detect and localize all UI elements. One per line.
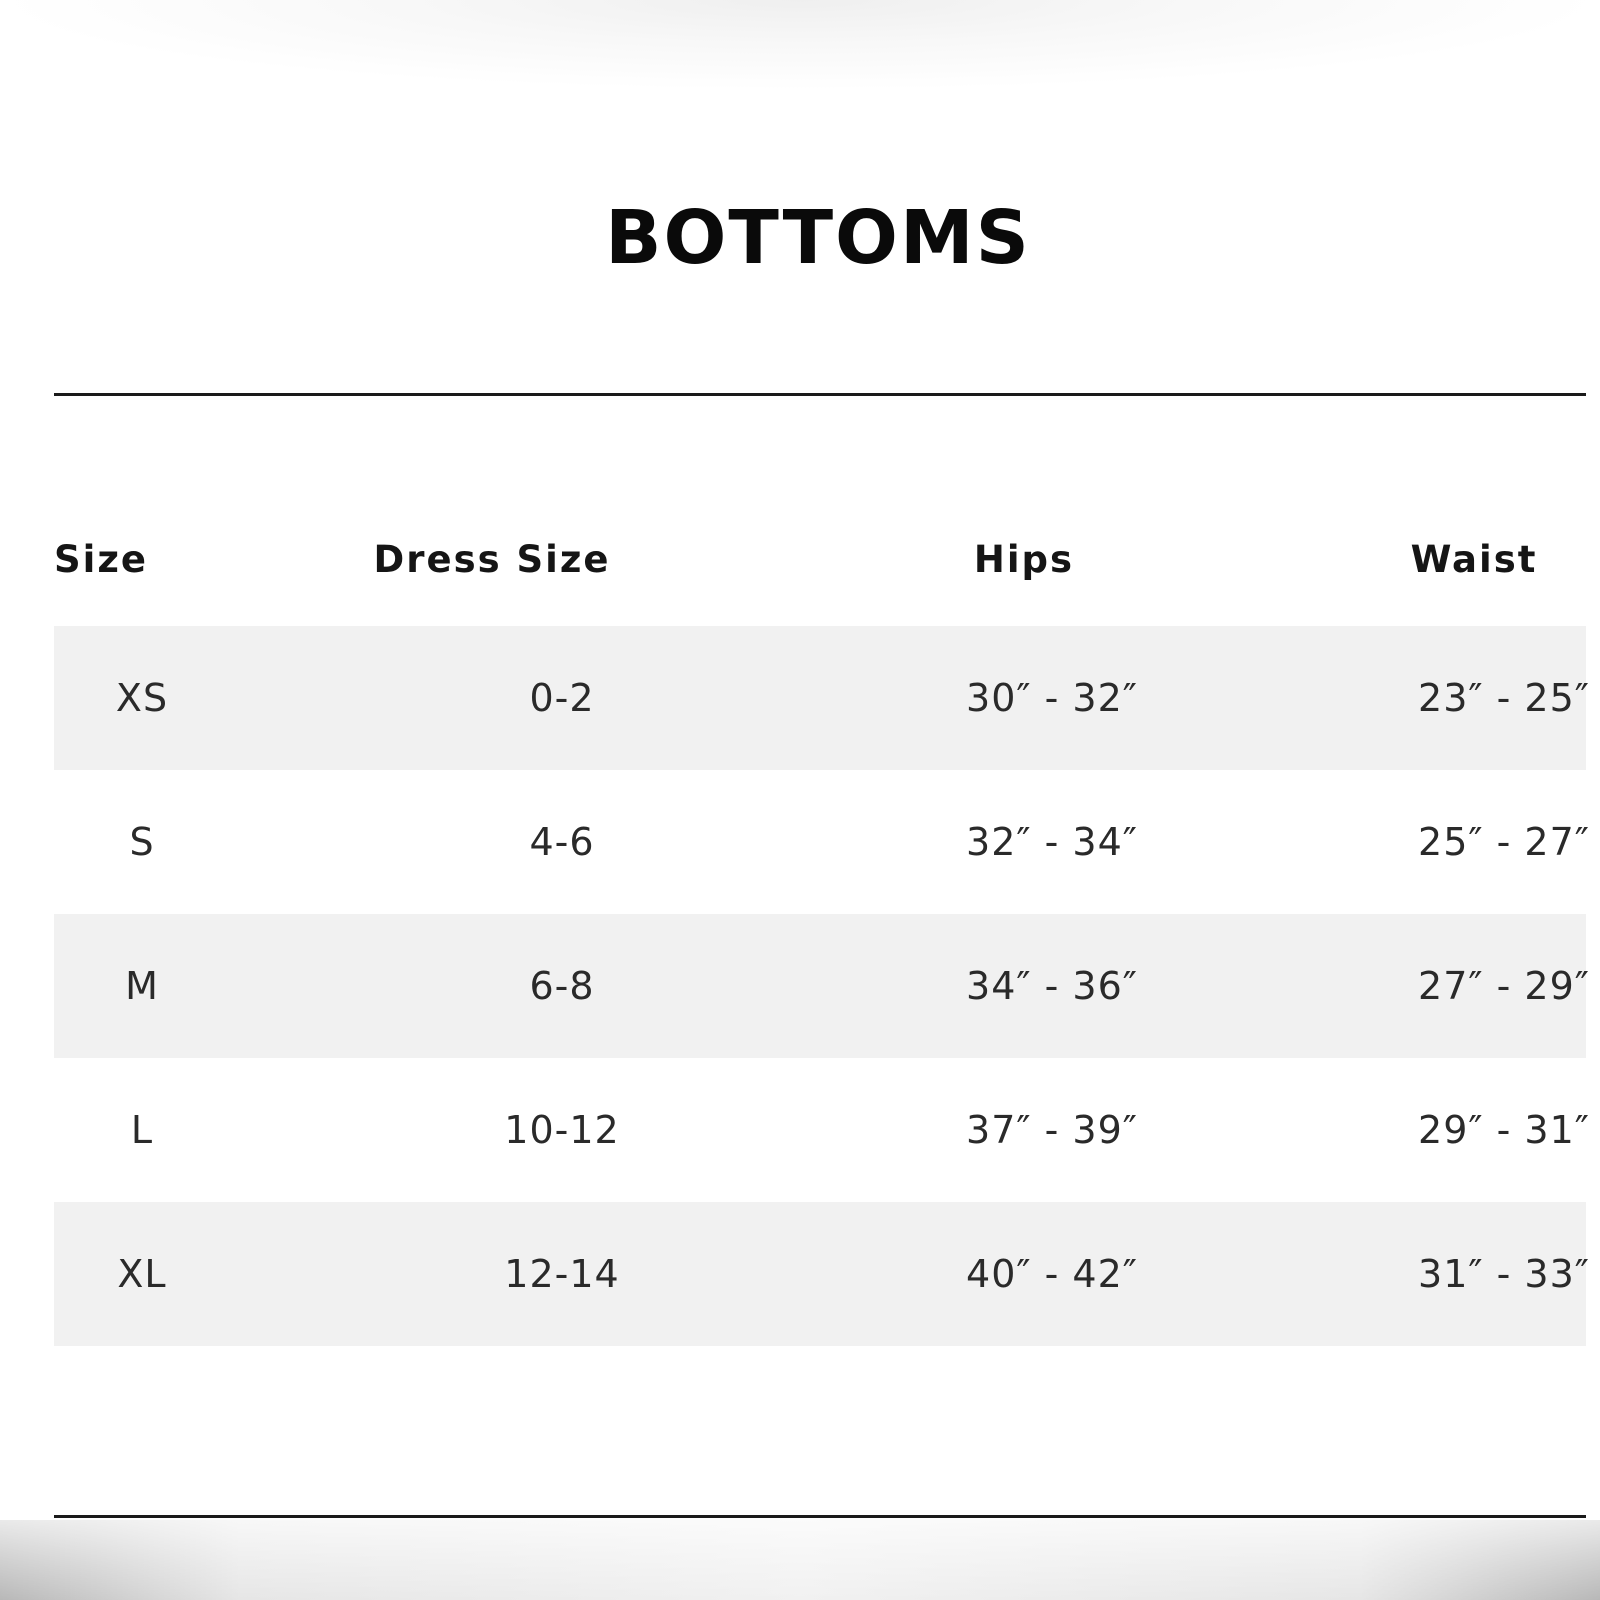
cell-hips: 40″ - 42″ <box>966 1252 1138 1296</box>
cell-hips: 30″ - 32″ <box>966 676 1138 720</box>
cell-dress-size: 10-12 <box>504 1108 620 1152</box>
cell-waist: 29″ - 31″ <box>1418 1108 1590 1152</box>
cell-dress-size: 4-6 <box>529 820 595 864</box>
cell-dress-size: 6-8 <box>529 964 595 1008</box>
table-row <box>54 770 1590 914</box>
cell-waist: 25″ - 27″ <box>1418 820 1590 864</box>
table-row <box>54 1202 1590 1346</box>
cell-size: M <box>125 964 159 1008</box>
cell-dress-size: 12-14 <box>504 1252 620 1296</box>
table-header-row <box>54 510 1586 610</box>
header-dress-size: Dress Size <box>373 538 611 581</box>
bottom-divider <box>54 1515 1586 1518</box>
cell-hips: 34″ - 36″ <box>966 964 1138 1008</box>
table-row <box>54 626 1590 770</box>
size-chart-table <box>54 510 1590 1296</box>
top-shadow <box>0 0 1600 90</box>
header-waist: Waist <box>1410 538 1538 581</box>
header-size: Size <box>54 538 148 581</box>
header-hips: Hips <box>973 538 1075 581</box>
table-row <box>54 1058 1590 1202</box>
cell-dress-size: 0-2 <box>529 676 595 720</box>
page-title: BOTTOMS <box>605 195 1031 281</box>
table-row <box>54 914 1590 1058</box>
bottom-shadow <box>0 1520 1600 1600</box>
cell-size: L <box>130 1108 154 1152</box>
cell-waist: 23″ - 25″ <box>1418 676 1590 720</box>
cell-size: XS <box>115 676 169 720</box>
top-divider <box>54 393 1586 396</box>
cell-size: S <box>129 820 155 864</box>
cell-waist: 31″ - 33″ <box>1418 1252 1590 1296</box>
cell-hips: 37″ - 39″ <box>966 1108 1138 1152</box>
table-body <box>54 626 1590 1346</box>
cell-size: XL <box>117 1252 167 1296</box>
cell-hips: 32″ - 34″ <box>966 820 1138 864</box>
cell-waist: 27″ - 29″ <box>1418 964 1590 1008</box>
